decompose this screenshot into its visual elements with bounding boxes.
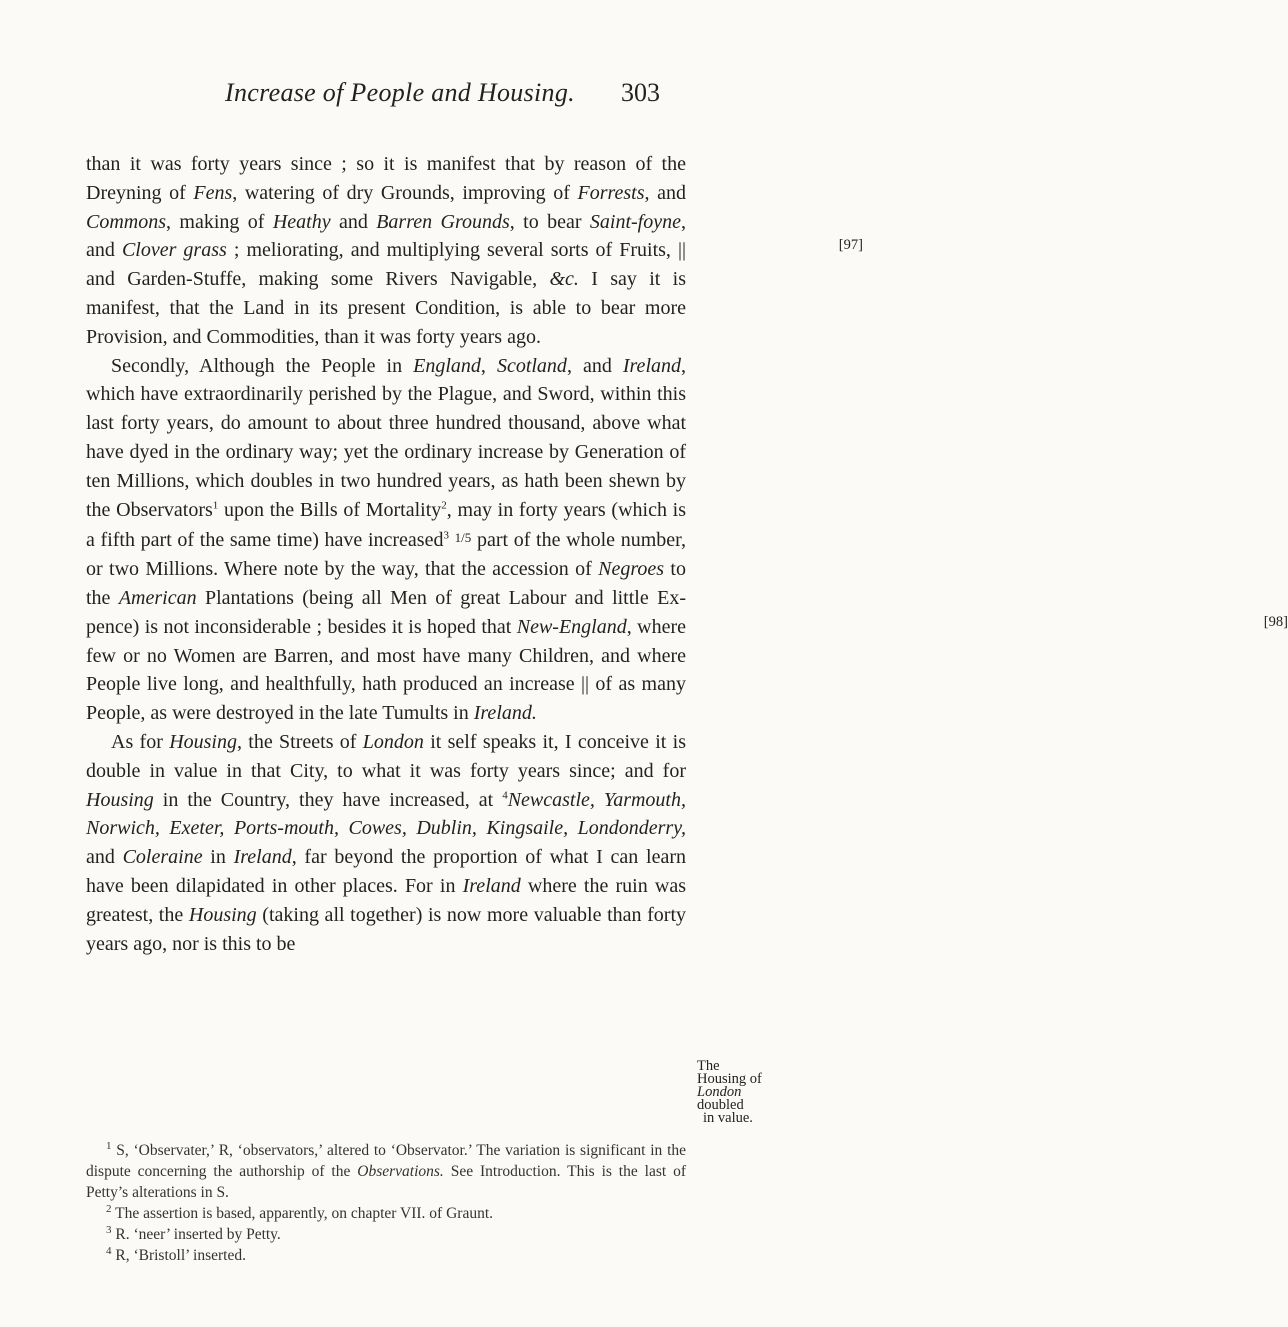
- italic-term: Housing: [188, 903, 257, 926]
- footnote-2: [86, 1203, 686, 1224]
- text-run: I say it is manifest, that the Land in its present Condition, is able to bear more Provision, and Commodities, than it was forty years ago.: [86, 268, 686, 348]
- sidenote-line: in value.: [703, 1110, 753, 1126]
- text-run: , and: [86, 210, 686, 262]
- italic-place-list: Newcastle, Yarmouth, Norwich, Exeter, Ports-mouth, Cowes, Dublin, Kingsaile, Londonderry,: [86, 788, 686, 840]
- italic-term: England: [413, 354, 481, 377]
- italic-term: Saint-foyne: [589, 210, 681, 233]
- footnotes: [86, 1140, 686, 1266]
- footnote-number: 1: [106, 1139, 112, 1152]
- text-run: where the ruin was greatest, the: [86, 874, 686, 926]
- main-text: [86, 150, 1288, 958]
- text-run: than it was forty years since ; so it is manifest that by reason of the Dreyning of: [86, 153, 686, 204]
- text-run: As for: [111, 730, 170, 753]
- text-run: Plantations (being all Men of great Labour and little Ex- pence) is not inconsiderable ; besides it is hoped that: [86, 586, 687, 638]
- text-run: , which have extraordinarily perished by the Plague, and Sword, within this last forty years, do amount to about three hundred thousand, above what have dyed in the ordinary way; yet the ordinary increase by Generation of ten Millions, which doubles in two hundred years, as hath been shewn by the Observators: [86, 354, 686, 521]
- text-run: part of the whole number, or two Millions. Where note by the way, that the accession of: [86, 529, 687, 581]
- footnote-number: 4: [106, 1244, 112, 1257]
- text-run: making some Rivers Navigable,: [246, 268, 550, 291]
- sidenote-line: doubled: [697, 1097, 744, 1113]
- sidenote-line: The: [697, 1058, 720, 1074]
- italic-term: New-England: [516, 615, 627, 638]
- italic-term: Negroes: [598, 558, 665, 581]
- page-number: 303: [621, 78, 660, 107]
- footnote-1: [86, 1140, 686, 1203]
- text-run: , watering of dry Grounds, improving of: [232, 181, 578, 204]
- text-run: and: [86, 846, 123, 869]
- italic-term: Ireland: [462, 874, 521, 897]
- text-run: in: [202, 846, 234, 869]
- text-run: , where few or no Women are Barren, and most have many Children, and where People live long, and healthfully, hath produced an increase || of as many People, as were: [86, 615, 687, 725]
- margin-page-ref-98: [98]: [1263, 613, 1288, 630]
- text-run: ,: [480, 354, 497, 377]
- marginal-sidenote: [697, 1060, 817, 1125]
- paragraph-1: [86, 150, 863, 352]
- italic-term: American: [118, 586, 197, 609]
- text-run: , far beyond the proportion of what I can learn have been dilapidated in other places. For in: [86, 846, 686, 897]
- footnote-ref-1[interactable]: 1: [212, 498, 219, 511]
- text-run: destroyed in the late Tumults in: [210, 702, 474, 725]
- footnote-text: R, ‘Bristoll’ inserted.: [115, 1247, 246, 1264]
- footnote-text: R. ‘neer’ inserted by Petty.: [115, 1226, 281, 1243]
- text-run: , and: [644, 181, 686, 204]
- margin-page-ref-97: [97]: [838, 237, 863, 254]
- text-run: , the Streets of: [236, 730, 363, 753]
- text-run: and: [330, 210, 377, 233]
- text-run: Secondly, Although the People in: [111, 354, 414, 377]
- sidenote-line: Housing of: [697, 1071, 762, 1087]
- footnote-number: 2: [106, 1202, 112, 1215]
- sidenote-line: London: [697, 1084, 742, 1100]
- italic-term: Scotland: [496, 354, 567, 377]
- footnote-text: The assertion is based, apparently, on chapter VII. of Graunt.: [115, 1205, 494, 1222]
- italic-term: Housing: [169, 730, 237, 753]
- footnote-text: S, ‘Observater,’ R, ‘observators,’ altered to ‘Observator.’ The variation is significant in the dispute concerning the authorship of the: [86, 1142, 686, 1180]
- italic-term: Ireland: [233, 846, 292, 869]
- footnote-italic: Observations.: [357, 1163, 444, 1180]
- footnote-number: 3: [106, 1223, 112, 1236]
- italic-term: Ireland.: [473, 702, 537, 725]
- italic-term: Ireland: [622, 354, 681, 377]
- italic-term: Coleraine: [122, 846, 203, 869]
- text-run: , may in forty years (which is a fifth part of the same time) have increased: [86, 498, 687, 552]
- footnote-3: [86, 1224, 686, 1245]
- running-head: Increase of People and Housing.: [225, 78, 575, 107]
- italic-term: Clover grass: [121, 239, 227, 262]
- italic-term: &c.: [549, 268, 579, 291]
- footnote-text: See Introduction. This is the last of Petty’s alterations in S.: [86, 1163, 686, 1201]
- text-run: upon the Bills of Mortality: [218, 498, 442, 521]
- text-run: ; meliorating, and multiplying several sorts of Fruits, || and Garden-Stuffe,: [86, 239, 686, 291]
- text-run: , to bear: [509, 210, 590, 233]
- text-run: it self speaks it, I conceive it is double in value in that City, to what it was forty years since; and for: [86, 730, 687, 782]
- footnote-ref-2[interactable]: 2: [441, 498, 447, 511]
- text-run: to the: [86, 558, 686, 609]
- text-run: (taking all together) is now more valuable than forty years ago, nor is this to be: [86, 903, 687, 955]
- italic-term: Housing: [86, 788, 154, 811]
- footnote-ref-3[interactable]: 3: [443, 529, 449, 542]
- italic-term: Barren Grounds: [376, 210, 510, 233]
- text-run: in the Country, they have increased, at: [153, 788, 503, 811]
- text-run: , and: [566, 354, 623, 377]
- paragraph-2: [86, 352, 1288, 728]
- italic-term: Heathy: [272, 210, 331, 233]
- paragraph-3: [86, 728, 686, 958]
- italic-term: Forrests: [577, 181, 645, 204]
- text-run: , making of: [166, 210, 273, 233]
- footnote-4: [86, 1245, 686, 1266]
- page-header: [0, 78, 800, 118]
- italic-term: London: [362, 730, 424, 753]
- fraction-one-fifth: 1/5: [454, 530, 472, 546]
- footnote-ref-4[interactable]: 4: [502, 788, 508, 801]
- italic-term: Fens: [193, 181, 233, 204]
- italic-term: Commons: [86, 210, 167, 233]
